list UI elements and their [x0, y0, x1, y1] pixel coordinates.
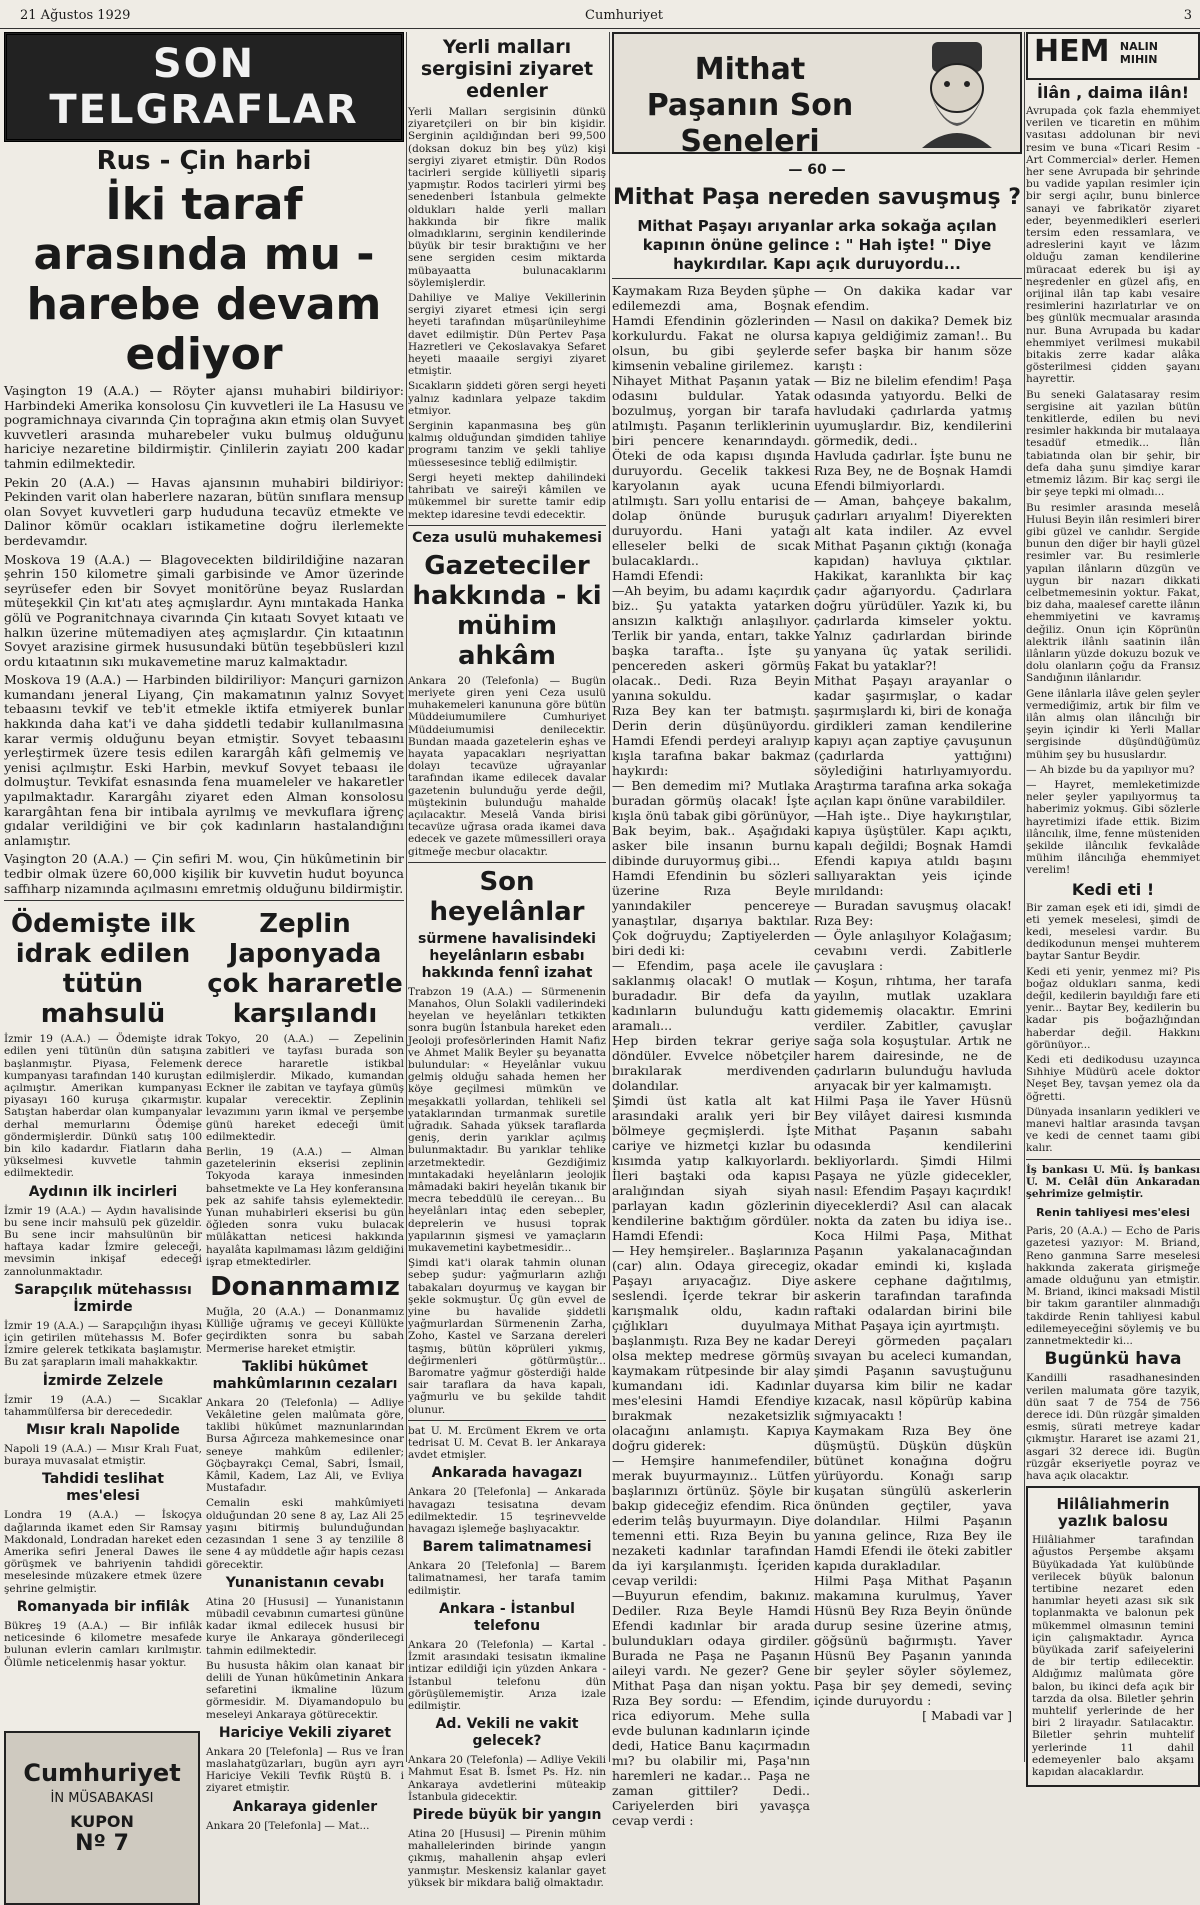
article-paragraph: Bu resimler arasında meselâ Hulusi Beyin ilân resimleri birer gibi güzel ve canlıdır. Sergide bunun den diğer bir hayli güzel resimler var. Bu resimlerle yapılan ilânların düzgün ve uygun bir nazarı dikkati celbetmemesinin yoktur. Fakat, biz daha, maalesef carette ilânın ehemmiyetini ve kavramış değiliz. Onun için Köprünün alektrik ilânlı saatinin ilân ilânların yüzde dokuzu bozuk ve dolu olanların çoğu da Fransız Sandığının ilânlarıdır. — [1026, 501, 1200, 685]
serial-headline: Mithat Paşa nereden savuşmuş ? — [612, 185, 1022, 210]
issue-date: 21 Ağustos 1929 — [20, 8, 131, 23]
subheading: Pirede büyük bir yangın — [412, 1806, 602, 1823]
column-ads — [1026, 32, 1200, 1778]
bank-note: İş bankası U. Mü. İş bankası U. M. Celâl dün Ankaradan şehrimize gelmiştir. — [1026, 1163, 1200, 1201]
tobacco-headline: Ödemişte ilk idrak edilen tütün mahsulü — [10, 909, 196, 1030]
article-paragraph: Ankara 20 [Telefonla] — Ankarada havagazı tesisatına devam edilmektedir. 15 teşrinevvelde havagazı işlemeğe başlıyacaktır. — [408, 1486, 606, 1536]
article-paragraph: Mithat Paşayı arayanlar o kadar şaşırmışlar, o kadar şaşırmışlardı ki, biri de konağa girdikleri zaman kendilerine kapıyı açan zaptiye çavuşunun (çadırlarda yattığını) söylediğini hatırlıyamıyordu. Araştırma tarafına arka sokağa açılan kapı önüne varabildiler. — [814, 673, 1012, 808]
subheading: Hariciye Vekili ziyaret — [218, 1724, 392, 1741]
article-paragraph: Trabzon 19 (A.A.) — Sürmenenin Manahos, Olun Solakli vadilerindeki heyelan ve heyelânları tetkikten sonra bugün İstanbula hareket eden Jeoloji profesörlerinden Hamit Nafiz ve Ahmet Malik Beyler şu beyanatta bulundular: « Heyelânlar vukuu gelmiş olduğu sahada hemen her köye geçilmesi mümkün ve meşakkatli yollardan, tehlikeli sel yataklarından tırmanmak suretile uğradık. Sahada yüksek taraflarda geniş, derin yarıklar açılmış bulunmaktadır. Bu yarıklar tehlike arzetmektedir. Gezdiğimiz mıntakadaki heyelânların jeolojik mâmadaki bakiri heyelân tıkanık bir mecra tebeddülü ile cereyan... Bu heyelânları intaç eden sebepler, deprelerin ve hususi toprak yapılarının şişmesi ve yamaçların mukavemetini kaybetmesidir... — [408, 985, 606, 1255]
article-paragraph: — Hemşire hanımefendiler, merak buyurmayınız.. Lütfen başlarınızı örtünüz. Şöyle bir bakıp gideceğiz efendim. Rica ederim telâş buyurmayın. Diye temenni etti. Rıza Beyin bu nezaketi kadınlar tarafından da iyi karşılanmıştı. İçeriden cevap verildi: — [612, 1453, 810, 1588]
portrait-illustration — [902, 38, 1012, 148]
article-paragraph: — Öyle anlaşılıyor Kolağasım; cevabını verdi. Zabitlerle çavuşlara : — [814, 928, 1012, 973]
subheading: Yunanistanın cevabı — [225, 1574, 385, 1591]
article-paragraph: İzmir 19 (A.A.) — Sarapçılığın ihyası için getirilen mütehassıs M. Bofer İzmire gelerek tetkikata başlamıştır. Bu zat şarapların imali mahakkaktır. — [4, 1319, 202, 1369]
article-paragraph: Kandilli rasadhanesinden verilen malumata göre tazyik, dün saat 7 de 754 de 756 derece idi. Dün rüzgâr şimalden esmiş, sürati metreye kadar çıkmıştır. Hararet ise azami 21, asgari 32 derece idi. Bugün rüzgâr ekseriyetle poyraz ve hava açık olacaktır. — [1026, 1372, 1200, 1482]
article-paragraph: Moskova 19 (A.A.) — Blagovecekten bildirildiğine nazaran şehrin 150 kilometre şimali garbisinde ve Amor üzerinde seyrüsefer eden bir Sovyet monitörüne beyaz Ruslardan müteşekkil Çin kıt'atı ateş açmışlardır. Aynı mıntakada Hanka gölü ve Pogranitchnaya civarında Çin kıtaatı Sovyet kıtaatı ve halkın üzerine mütemadiyen ateş açmışlardır. Çin kıtaatının Sovyet arazisine girmek hususundaki bütün teşebbüsleri kızıl ordu kıtaatının sıkı mukavemetine maruz kalmaktadır. — [4, 551, 404, 669]
weather-headline: Bugünkü hava — [1044, 1349, 1182, 1370]
serial-text-columns — [612, 283, 1022, 1828]
subheading: Ceza usulü muhakemesi — [412, 529, 602, 546]
article-paragraph: Kedi eti yenir, yenmez mi? Pis boğaz oldukları sanma, kedi değil, kedilerin bayıldığı fare eti yenir... Baytar Bey, kedilerin bu kadar pis boğazlığından haberdar değil. Hakkını görünüyor... — [1026, 965, 1200, 1051]
serial-subheading: Mithat Paşayı arıyanlar arka sokağa açılan kapının önüne gelince : " Hah işte! " Diye haykırdılar. Kapı açık duruyordu... — [637, 217, 997, 273]
subcolumn-left — [4, 905, 202, 1905]
article-paragraph: Paris, 20 (A.A.) — Echo de Paris gazetesi yazıyor: M. Briand, Reno ganmına Sarre meselesi hakkında zakerata girişmeğe amade olduğunu yan etmiştir. M. Briand, ikinci maksadi Mistil bir takım garantiler alınmadığı takdirde Renin tahliyesi kabul edilemeyeceğini söylemiş ve bu zannetmektedir ki... — [1026, 1225, 1200, 1348]
article-paragraph: Hamdi Efendi: — [612, 568, 704, 583]
column-divider — [1024, 32, 1025, 1762]
column-exhibition — [408, 32, 606, 1889]
article-paragraph: Muğla, 20 (A.A.) — Donanmamız Külliğe uğramış ve geceyi Küllükte geçirdikten sonra bu sabah Mermerise hareket etmiştir. — [206, 1306, 404, 1355]
subheading: Romanyada bir infilâk — [16, 1598, 190, 1615]
coupon-paper-name: Cumhuriyet — [23, 1759, 181, 1788]
article-paragraph: Sergi heyeti mektep dahilindeki tahribatı ve sairey̆i kâmilen ve mükemmel bir surette tamir edip mektep idaresine tevdi edecektir. — [408, 471, 606, 521]
main-headline: İki taraf arasında mu - harebe devam ediyor — [26, 179, 382, 380]
article-paragraph: Avrupada çok fazla ehemmiyet verilen ve ticaretin en mühim vasıtası addolunan bir nevi resim ve buna «Ticari Resim - Art Commercial» derler. Hemen her sene Avrupada bir şehrinde bu vadide yapılan resimler için bir sergi açılır, bunu binlerce sanayi ve fabrikatör ziyaret eder, beyenmedikleri eserleri tersim eden ressamlara, ve adreslerini kayıt ve lâzım olduğu zaman kendilerine müracaat ederek bu işi ay neşredenler en güzel afiş, en orijinal ilân tap kabı vesaire resimlerini hazırlatırlar ve on beş günlük mecmualar arasında nur. Buna Avrupada bu kadar ehemmiyet verilmesi mukabil bitakis zerre kadar alâka gösterilmesi çidden şayanı hayrettir. — [1026, 105, 1200, 386]
article-paragraph: Hamdi Efendinin bu sözleri üzerine Rıza Beyle yanındakiler pencereye yanaştılar, dışarıya baktılar. Çok doğruydu; Zaptiyelerden biri dedi ki: — [612, 868, 810, 958]
subheading: Renin tahliyesi mes'elesi — [1036, 1206, 1190, 1220]
article-paragraph: Serginin kapanmasına beş gün kalmış olduğundan şimdiden tahliye programı tanzim ve şekli tahliye müessesesince tebliğ edilmiştir. — [408, 420, 606, 469]
hem-subtitle — [1120, 40, 1158, 66]
contest-coupon[interactable] — [4, 1731, 200, 1905]
article-paragraph: Napoli 19 (A.A.) — Mısır Kralı Fuat, buraya muvasalat etmiştir. — [4, 1443, 202, 1468]
article-paragraph: bat U. M. Ercüment Ekrem ve orta tedrisat U. M. Cevat B. ler Ankaraya avdet etmişler. — [408, 1424, 606, 1462]
article-paragraph: Sıcakların şiddeti gören sergi heyeti yalnız kadınlara yelpaze takdim etmiyor. — [408, 380, 606, 417]
article-paragraph: —Buyurun efendim, bakınız. Dediler. Rıza Beyle Hamdi Efendi kadınlar bir arada bulundukları odaya girdiler. Burada ne Paşa ne Paşanın aileyi vardı. Ne gezer? Gene Mithat Paşa dan nişan yoktu. Rıza Bey sordu: — Efendim, rica ediyorum. Mehe sulla evde bulunan kadınların içinde dedi, Hatice Banu kaçırmadın mı? bu olabilir mi, Paşa'nın haremleri ne kadar... Paşa ne zaman gittiler? Dedi.. Cariyelerden biri yavaşça cevap verdi : — [612, 1588, 810, 1828]
journalists-headline: Gazeteciler hakkında - ki mühim ahkâm — [412, 550, 602, 671]
ball-announcement — [1026, 1486, 1200, 1787]
article-paragraph: — On dakika kadar var efendim. — [814, 283, 1012, 313]
continued-note: [ Mabadi var ] — [922, 1708, 1012, 1723]
cat-meat-headline: Kedi eti ! — [1071, 879, 1155, 899]
article-paragraph: Bu hususta hâkim olan kanaat bir delili de Yunan hükûmetinin Ankara sefaretini ikmaline lüzum görmesidir. M. Diyamandopulo bu meseleyi Ankaraya götürecektir. — [206, 1659, 404, 1721]
subheading: Mısır kralı Napolide — [26, 1422, 180, 1439]
article-paragraph: Ankara 20 (Telefonla) — Bugün meriyete giren yeni Ceza usulü muhakemeleri kanununa göre bütün Müddeiumumilere Cumhuriyet Müddeiumumisi denilecektir. Bundan maada gazetelerin eşhas ve hayata yapacakları neşriyattan dolayı tecavüze uğrayanlar tarafından ikame edilecek davalar gazetenin bulunduğu yerde değil, müştekinin bulunduğu mahalde açılacaktır. Meselâ Vanda birisi tecavüze uğrasa orada ikamei dava edecek ve gazete mümessilleri oraya gitmeğe mecbur olacaktır. — [408, 674, 606, 858]
top-rule — [0, 28, 1200, 29]
article-paragraph: — Aman, bahçeye bakalım, çadırları arıyalım! Diyerekten alt kata indiler. Az evvel Mithat Paşanın çıktığı (konağa kapıdan) havluya çıktılar. Hakikat, karanlıkta bir kaç çadır ağarıyordu. Çadırlara doğru yürüdüler. Yazık ki, bu çadırlarda kimseler yoktu. Yalnız çadırlardan birinde yanyana üç yatak serilidi. Fakat bu yataklar?! — [814, 493, 1012, 673]
column-telegraphs — [4, 32, 404, 1857]
landslide-headline: Son heyelânlar — [429, 866, 585, 927]
article-paragraph: — Nasıl on dakika? Demek biz kapıya geldiğimiz zaman!.. Bu sefer başka bir hanım söze karıştı : — [814, 313, 1012, 373]
article-paragraph: Moskova 19 (A.A.) — Harbinden bildiriliyor: Mançuri garnizon kumandanı jeneral Liyang, Çin makamatının yalnız Sovyet tebaasını tevkif ve teb'it etmekle iktifa etmiyerek bunlar hakkında daha kat'i ve daha şiddetli tedabir kullanılmasına karar vermiş olduğunu beyan etmiştir. Sovyet tebaasını yerleştirmek üzere tesis edilen karargâh kâfi gelmemiş ve yenisi açılmıştır. Eski Harbin, mevkuf Sovyet tebaası ile dolmuştur. Tevkifat esnasında fena muameleler ve hakaretler yapılmaktadır. Karargâhı ziyaret eden Alman konsolosu karargâhtan fena bir intibala ayrılmış ve mevkuflara iğrenç gıdalar verildiğini ve bir çok kadınların hastalandığını anlamıştır. — [4, 672, 404, 848]
zeppelin-headline: Zeplin Japonyada çok hararetle karşılandı — [207, 909, 403, 1030]
article-paragraph: Pekin 20 (A.A.) — Havas ajansının muhabiri bildiriyor: Pekinden varit olan haberlere nazaran, bütün sınıflara mensup olan Sovyet kuvvetleri garp hududuna tecavüz etmekte ve Dalinor kömür ocakları istikametine doğru ilerlemekte berdevamdır. — [4, 474, 404, 548]
hem-title: HEM — [1034, 34, 1110, 69]
article-paragraph: Vaşington 19 (A.A.) — Röyter ajansı muhabiri bildiriyor: Harbindeki Amerika konsolosu Çin kuvvetleri ile La Hasusu ve pogramichnaya civarında Çin toprağına akın etmiş olan Suvyet kuvvetleri arasında muharebeler vuku bulmuş olduğunu hariciye nezaretine bildirmiştir. Çinlilerin zayiatı 200 kadar tahmin edilmektedir. — [4, 383, 404, 471]
article-paragraph: — Koşun, rıhtıma, her tarafa yayılın, mutlak uzaklara gidememiş olacaktır. Emrini verdiler. Zabitler, çavuşlar sağa sola koşuştular. Artık ne harem dairesinde, ne de çadırların bulunduğu havluda arıyacak bir yer kalmamıştı. — [814, 973, 1012, 1093]
hem-header — [1026, 32, 1200, 80]
subcolumn-right — [206, 905, 404, 1905]
subheading: Barem talimatnamesi — [422, 1539, 592, 1556]
article-paragraph: Kaymakam Rıza Bey öne düşmüştü. Düşkün düşkün bütünet konağına doğru yürüyordu. Konağı sarıp kuşatan süngülü askerlerin önünden geçtiler, yava dolandılar. Hilmi Paşanın yanına gelince, Rıza Bey ile Hamdi Efendi ile öteki zabitler kapıda durakladılar. — [814, 1423, 1012, 1573]
article-paragraph: Ankara 20 [Telefonla] — Barem talimatnamesi, her tarafa tamim edilmiştir. — [408, 1560, 606, 1597]
divider — [408, 525, 606, 526]
article-paragraph: Atina 20 [Hususi] — Yunanistanın mübadil cevabının cumartesi gününe kadar ikmal edilecek hususi bir kurye ile Ankaraya gönderilecegi tahmin edilmektedir. — [206, 1595, 404, 1657]
article-paragraph: — Biz ne bilelim efendim! Paşa odasında yatıyordu. Belki de havludaki çadırlarda yatmış uyumuşlardır. Biz, kendilerini görmedik, dedi.. — [814, 373, 1012, 448]
article-paragraph: Bir zaman eşek eti idi, şimdi de eti yemek meselesi, şimdi de kedi, meselesi vardır. Bu dedikodunun menşei muhterem baytar Santur Beydir. — [1026, 901, 1200, 963]
paper-name: Cumhuriyet — [585, 8, 664, 23]
article-paragraph: Ankara 20 [Telefonla] — Rus ve İran maslahatgüzarları, bugün ayrı ayrı Hariciye Vekili Tevfik Rüştü B. i ziyaret etmiştir. — [206, 1745, 404, 1795]
article-paragraph: Londra 19 (A.A.) — İskoçya dağlarında ikamet eden Sir Ramsay Makdonald, Londradan hareket eden Amerika sefiri Jeneral Dawes ile görüşmek ve bahriyenin tahdidi meselesinde müzakere etmek üzere şehrine gelmiştir. — [4, 1509, 202, 1595]
subheading: Sarapçılık mütehassısı İzmirde — [14, 1281, 192, 1315]
article-paragraph: Havluda çadırlar. İşte bunu ne Rıza Bey, ne de Boşnak Hamdi Efendi bilmiyorlardı. — [814, 448, 1012, 493]
subheading: Aydının ilk incirleri — [28, 1183, 178, 1200]
landslide-subheading: sürmene havalisindeki heyelânların esbabı hakkında fennî izahat — [418, 930, 596, 981]
two-column-block — [4, 905, 404, 1905]
article-paragraph: Ankara 20 (Telefonla) — Kartal - İzmit arasındaki tesisatın ikmaline intizar edildiği için yüzden Ankara - İstanbul telefonu dün görüşülememiştir. Arıza izale edilmiştir. — [408, 1638, 606, 1712]
article-paragraph: İzmir 19 (A.A.) — Ödemişte idrak edilen yeni tütünün dün satışına başlanmıştır. Piyasa, Felemenk kumpanyası tarafından 140 kuruştan açılmıştır. Amerikan kumpanyası piyasayı 160 kuruşa çıkarmıştır. Satıştan haberdar olan kumpanyalar derhal memurlarını Ödemişe göndermişlerdir. Dünkü satış 100 bin kilo kadardır. Fiatların daha yükselmesi kuvvetle tahmin edilmektedir. — [4, 1033, 202, 1180]
masthead — [0, 0, 1200, 26]
article-paragraph: Rıza Bey kan ter batmıştı. Derin derin düşünüyordu. Hamdi Efendi perdeyi aralıyıp kışla tarafına bakar bakmaz haykırdı: — [612, 703, 810, 778]
divider — [408, 1420, 606, 1421]
article-paragraph: Şimdi üst katla alt kat arasındaki aralık yeri bir bölmeye geçmişlerdi. İşte cariye ve hizmetçi kızlar bu kısımda yatıp kalkıyorlardı. İleri baştaki oda kapısı aralığından siyah siyah parlayan kadın gözlerinin kendilerine baktığım gördüler. Hamdi Efendi: — [612, 1093, 810, 1243]
column-serial — [612, 32, 1022, 1828]
subheading: Ankarada havagazı — [431, 1465, 583, 1482]
ad-headline: İlân , daima ilân! — [1036, 83, 1190, 102]
article-paragraph: Kedi eti dedikodusu uzayınca Sıhhiye Müdürü acele doktor Neşet Bey, tavşan yemez ola da öğretti. — [1026, 1054, 1200, 1103]
article-paragraph: Dahiliye ve Maliye Vekillerinin sergiyi ziyaret etmesi için sergi heyeti tarafından müşarünileyhime davet edilmiştir. Dün Pertev Paşa Hazretleri ve Çekoslavakya Sefaret heyeti maaaile sergiyi ziyaret etmiştir. — [408, 292, 606, 378]
divider — [612, 278, 1022, 279]
article-paragraph: İzmir 19 (A.A.) — Sıcaklar tahammülfersa bir derecededir. — [4, 1393, 202, 1418]
ball-headline: Hilâliahmerin yazlık balosu — [1056, 1495, 1170, 1531]
article-paragraph: — Ah bizde bu da yapılıyor mu? — [1026, 763, 1195, 776]
article-paragraph: Hilâliahmer tarafından ağustos Perşembe akşamı Büyükadada Yat kulübünde verilecek büyük balonun tertibine nezaret eden hanımlar heyeti azası sık sık toplanmakta ve balonun pek mükemmel olmasının temini için çalışmaktadır. Ayrıca büyükada zarif safeiyelerini de bir tertip edilecektir. Aldığımız malûmata göre balon, bu ikinci defa açık bir tarzda da olsa. Biletler şehrin muhtelif yerlerinde de her biri 2 lirayadır. Satılacaktır. Biletler şehrin muhtelif yerlerinde 11 dahil edemeyenler balo akşamı kapıdan alacaklardır. — [1032, 1534, 1194, 1778]
article-paragraph: — Hayret, memleketimizde neler şeyler yapılıyormuş ta haberimiz yokmuş. Gibi sözlerle hayretimizi ifade ettik. Bizim ilâncılık, ilme, fenne müsteniden şekilde ilâncılık fevkalâde mühim ilâncılığa ehemmiyet verelim! — [1026, 778, 1200, 877]
serial-title-box — [612, 32, 1022, 159]
subheading: İzmirde Zelzele — [42, 1372, 164, 1389]
page-number: 3 — [1183, 8, 1192, 23]
subheading: Taklibi hükûmet mahkûmlarının cezaları — [212, 1358, 398, 1392]
subheading: Tahdidi teslihat mes'elesi — [42, 1471, 164, 1505]
article-paragraph: Tokyo, 20 (A.A.) — Zepelinin zabitleri ve tayfası burada son derece hararetle istikbal edilmişlerdir. Mikado, kumandan Eckner ile zabitan ve tayfaya gümüş kupalar verecektir. Zeplinin levazımını yarın ikmal ve perşembe günü hareket edeceği ümit edilmektedir. — [206, 1033, 404, 1143]
article-paragraph: —Hah işte.. Diye haykırıştılar, kapıya üşüştüler. Kapı açıktı, kapalı değildi; Boşnak Hamdi Efendi kapıya atıldı başını sallıyaraktan yeis içinde mırıldandı: — [814, 808, 1012, 898]
serial-right-column — [814, 283, 1012, 1828]
article-paragraph: Nihayet Mithat Paşanın yatak odasını buldular. Yatak bozulmuş, yorgan bir tarafa atılmıştı. Paşanın terliklerinin biri pencere kenarındaydı. Öteki de oda kapısı dışında duruyordu. Gecelik takkesi karyolanın ayak ucuna atılmıştı. Sarı yollu entarisi de dolap önünde buruşuk duruyordu. Hani yatağı elleseler belki de sıcak bulacaklardı.. — [612, 373, 810, 568]
article-paragraph: Cemalin eski mahkûmiyeti olduğundan 20 sene 8 ay, Laz Ali 25 yaşını bitirmiş bulunduğundan cezasından 1 sene 3 ay tenzilile 8 sene 4 ay müddetle ağır hapis cezası görecektir. — [206, 1497, 404, 1571]
article-paragraph: Dereyi görmeden paçaları sıvayan bu aceleci kumandan, şimdi Paşanın savuştuğunu duyarsa kim bilir ne kadar kızacak, nasıl köpürüp kabina sığmıyacaktı ! — [814, 1333, 1012, 1423]
article-paragraph: Ankara 20 [Telefonla] — Mat... — [206, 1819, 370, 1832]
article-paragraph: Ankara 20 (Telefonla) — Adliye Vekâletine gelen malûmata göre, taklibi hükûmet maznunlarından Bursa Ağırceza mahkemesince onar seneye mahkûm edilenler; Göçbayrakçı Cemal, Sabri, İsmail, Kâmil, Kadem, Laz Ali, ve Evliya Mustafadır. — [206, 1396, 404, 1495]
column-divider — [609, 32, 610, 1762]
serial-left-column — [612, 283, 810, 1828]
column-divider — [406, 32, 407, 1762]
subheading: Ad. Vekili ne vakit gelecek? — [435, 1716, 579, 1750]
subheading: Ankara - İstanbul telefonu — [439, 1600, 575, 1634]
article-paragraph: Dünyada insanların yedikleri ve manevi haltlar arasında tavşan ve kedi de cennet taamı gibi kalır. — [1026, 1105, 1200, 1155]
article-paragraph: Bu seneki Galatasaray resim sergisine ait yazılan bütün tenkitlerde, edilen bu nevi resimler hakkında bir mutalaaya tesadüf etmedik... İlân tabiatında olan bir şehir, bir defa daha şunu şimdiye karar etmemiz lâzım. Bir kaç sergi ile bir şeye tepki mi olmadı... — [1026, 388, 1200, 499]
article-paragraph: — Hey hemşireler.. Başlarınıza (car) alın. Odaya girecegiz, Paşayı arıyacağız. Diye seslendi. İçerde tekrar bir karışmalık oldu, kadın çığlıkları duyulmaya başlanmıştı. Rıza Bey ne kadar olsa mektep medrese görmüş kaymakam rütpesinde bir alay kumandanı idi. Kadınlar mes'elesini Hamdi Efendiye bırakmak nezaketsizlik olacağını anlamıştı. Kapıya doğru giderek: — [612, 1243, 810, 1453]
divider — [408, 862, 606, 863]
hem-subtitle-line: MIHIN — [1119, 52, 1158, 66]
article-paragraph: Vaşington 20 (A.A.) — Çin sefiri M. wou, Çin hükûmetinin bir tedbir olmak üzere 60,000 kişilik bir kuvvetin hudut boyunca saffıharp nizamında açılmasını emretmiş olduğunu bildirmiştir. — [4, 851, 404, 896]
divider — [4, 900, 404, 901]
kicker: Rus - Çin harbi — [96, 146, 312, 176]
serial-number: — 60 — — [788, 162, 846, 178]
article-paragraph: — Buradan savuşmuş olacak! Rıza Bey: — [814, 898, 1012, 928]
article-paragraph: Ankara 20 (Telefonla) — Adliye Vekili Mahmut Esat B. İsmet Ps. Hz. nin Ankaraya avdetlerini müteakip İstanbula gidecektir. — [408, 1754, 606, 1803]
article-paragraph: Gene ilânlarla ilâve gelen şeyler vermediğimiz, artık bir film ve ilân almış olan ilâncılığı bir şeyin içindir ki Yerli Mallar sergisinde düşündüğümüz mühim şey bu hususlardır. — [1026, 687, 1200, 761]
subheading: Ankaraya gidenler — [232, 1798, 378, 1815]
article-paragraph: Hilmi Paşa Mithat Paşanın makamına kurulmuş, Yaver Hüsnü Bey Rıza Beyin önünde durup sesine üzerine atmış, göğsünü bağırmıştı. Yaver Hüsnü Bey Paşanın yanında bir şeyler söyler söylemez, Paşa bir şey demedi, sevinç içinde duruyordu : — [814, 1573, 1012, 1708]
exhibition-headline: Yerli malları sergisini ziyaret edenler — [420, 36, 594, 102]
section-banner: SON TELGRAFLAR — [4, 32, 404, 142]
divider — [1026, 1159, 1200, 1160]
coupon-kupon: KUPON — [70, 1812, 134, 1832]
subheading: Donanmamız — [210, 1272, 400, 1303]
article-paragraph: Atina 20 [Hususi] — Pirenin mühim mahallelerinden birinde yangın çıkmış, mahallenin ahşap evleri yanmıştır. Meskensiz kalanlar gayet yüksek bir mikdara baliğ olmaktadır. — [408, 1827, 606, 1889]
article-paragraph: Şimdi kat'i olarak tahmin olunan sebep şudur: yağmurların azlığı tabakaları doyurmuş ve kaygan bir şekle sokmuştur. Üç gün evvel de yine bu havalide şiddetli yağmurlardan Sürmenenin Zarha, Zoho, Kastel ve Sarzana dereleri taşmış, bütün köprüleri yıkmış, değirmenleri götürmüştür... Baromatre yağmur gösterdiği halde sair taraflara da hava kapalı, yağmurlu ve bu şekilde tahdit olunur. — [408, 1257, 606, 1416]
coupon-number: Nº 7 — [75, 1831, 129, 1857]
hem-subtitle-line: NALIN — [1119, 39, 1158, 53]
article-paragraph: Kaymakam Rıza Beyden şüphe edilemezdi ama, Boşnak Hamdi Efendinin gözlerinden korkulurdu. Fakat ne olursa olsun, bu gibi şeylerde kimsenin vebaline girilemez. — [612, 283, 810, 373]
article-paragraph: — Efendim, paşa acele ile saklanmış olacak! O mutlak buradadır. Bir defa da kadınların bulunduğu kattı aramalı... — [612, 958, 810, 1033]
article-paragraph: Yerli Malları sergisinin dünkü ziyaretçileri on bir bin kişidir. Serginin açıldığından beri 99,500 (doksan dokuz bin beş yüz) kişi sergiyi ziyaret etmiştir. Dün Rodos tacirleri sergide külliyetli sipariş yapmıştır. Rodos tacirleri yirmi beş senedenberi İstanbula gelmekte oldukları halde yerli malları hakkında bir fikre malik olmadıklarını, serginin kendilerinde büyük bir tesir bıraktığını ve her sene sergiden cesim miktarda mübayaatta bulunacaklarını söylemişlerdir. — [408, 106, 606, 289]
article-paragraph: — Ben demedim mi? Mutlaka buradan görmüş olacak! İşte kışla önü tabak gibi görünüyor, Bak beyim, bak.. Aşağıdaki asker bile insanın burnu dibinde duruyormuş gibi... — [612, 778, 810, 868]
coupon-label: İN MÜSABAKASI — [50, 1791, 154, 1807]
article-paragraph: Bükreş 19 (A.A.) — Bir infilâk neticesinde 6 kilometre mesafede bulunan evlerin camları kırılmıştır. Ölümle neticelenmiş hasar yoktur. — [4, 1619, 202, 1669]
serial-title: Mithat Paşanın Son Seneleri — [646, 52, 854, 159]
article-paragraph: İzmir 19 (A.A.) — Aydın havalisinde bu sene incir mahsulü pek güzeldir. Bu sene incir mahsulünün bir haftaya kadar İzmire geleceği, mevsimin inkişaf edeceği zannolunmaktadır. — [4, 1204, 202, 1278]
article-paragraph: Hilmi Paşa ile Yaver Hüsnü Bey vilâyet dairesi kısmında Mithat Paşanın sabahı odasında kendilerini bekliyorlardı. Şimdi Hilmi Paşaya ne yüzle gidecekler, nasıl: Efendim Paşayı kaçırdık! diyeceklerdi? Asıl can alacak nokta da zaten bu idiya ise.. Koca Hilmi Paşa, Mithat Paşanın yakalanacağından okadar emindi ki, kışlada askere cephane dağıtılmış, askerin tarafından tarafında raftaki odalardan birini bile Mithat Paşaya için ayırtmıştı. — [814, 1093, 1012, 1333]
article-paragraph: —Ah beyim, bu adamı kaçırdık biz.. Şu yatakta yatarken ansızın kalktığı anlaşılıyor. Terlik bir yanda, entarı, takke başka tarafta.. İşte şu pencereden askeri görmüş olacak.. Dedi. Rıza Beyin yanına sokuldu. — [612, 583, 810, 703]
article-paragraph: Berlin, 19 (A.A.) — Alman gazetelerinin ekserisi zeplinin Tokyoda karaya inmesinden bahsetmekte ve La Hey konferansına pek az sahife tahsis eylemektedir. Yunan muhabirleri ekserisi bu gün öğleden sonra vuku bulacak mülâkattan neticesi hakkında hayalâta kapılmaması lâzım geldiğini işrap etmektedirler. — [206, 1146, 404, 1268]
article-paragraph: Hep birden tekrar geriye döndüler. Evvelce nöbetçiler bırakılarak merdivenden dolandılar. — [612, 1033, 810, 1093]
